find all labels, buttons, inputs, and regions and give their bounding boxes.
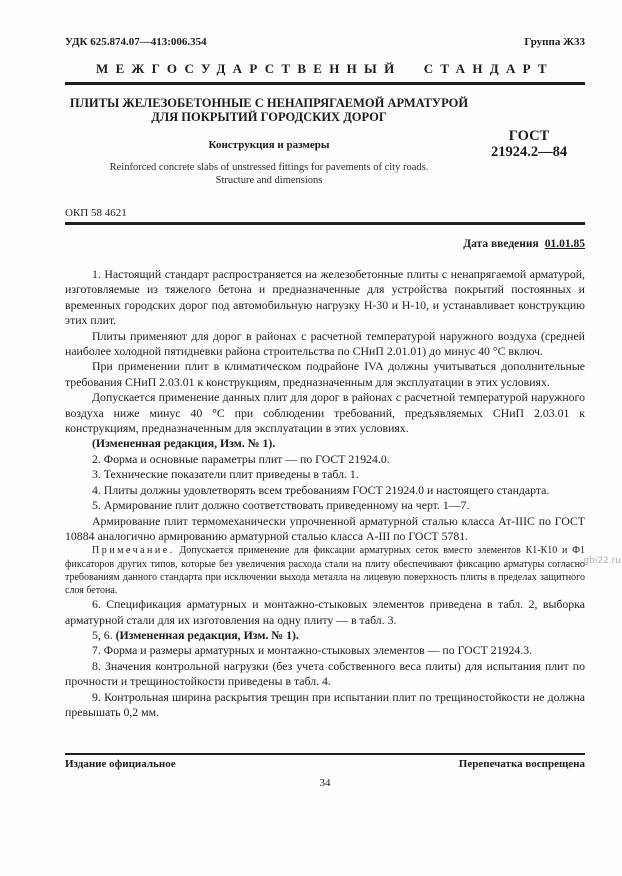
paragraph-6: 3. Технические показатели плит приведены в табл. 1.: [92, 467, 359, 482]
amendment-note-2-prefix: 5, 6.: [92, 627, 116, 642]
footer-rule: [65, 753, 585, 755]
paragraph-7: 4. Плиты должны удовлетворять всем требованиям ГОСТ 21924.0 и настоящего стандарта.: [92, 482, 550, 497]
doc-title-en-line2: Structure and dimensions: [215, 174, 323, 186]
document-body: [65, 267, 585, 720]
footer-reprint-label: Перепечатка воспрещена: [458, 758, 585, 770]
okp-code: ОКП 58 4621: [65, 207, 127, 219]
doc-subtitle: Конструкция и размеры: [208, 139, 330, 151]
footer-edition-label: Издание официальное: [65, 758, 176, 770]
doc-title-line1: ПЛИТЫ ЖЕЛЕЗОБЕТОННЫЕ С НЕНАПРЯГАЕМОЙ АРМАТУРОЙ: [69, 96, 469, 110]
watermark: gbi22.ru: [583, 556, 621, 566]
gost-designation: [473, 96, 585, 187]
okp-rule: [65, 222, 585, 225]
introduction-date: [65, 238, 585, 250]
paragraph-9: Армирование плит термомеханически упрочненной арматурной сталью класса Ат-IIIС по ГОСТ 10884 аналогично армированию арматурной сталью класса А-III по ГОСТ 5781.: [65, 513, 585, 543]
footnote-text: Допускается применение для фиксации арматурных сеток вместо элементов К1-К10 и Ф1 фиксаторов других типов, которые без увеличения расхода стали на плиту обеспечивают фиксацию арматуры согласно требованиям данного стандарта при исключении выхода металла на лицевую поверхность плиты в пределах защитного слоя бетона.: [65, 545, 585, 596]
amendment-note-2: [65, 628, 585, 643]
header-rule: [65, 82, 585, 85]
footnote-label: Примечание.: [92, 545, 175, 557]
doc-title-en-line1: Reinforced concrete slabs of unstressed fittings for pavements of city roads.: [109, 162, 429, 173]
paragraph-3: При применении плит в климатическом подрайоне IVA должны учитываться дополнительные требования СНиП 2.03.01 к конструкциям, предназначенным для эксплуатации в этих условиях.: [65, 359, 585, 389]
doc-title: [65, 96, 473, 124]
paragraph-4: Допускается применение данных плит для дорог в районах с расчетной температурой наружного воздуха ниже минус 40 °С при соблюдении требований, предъявляемых СНиП 2.03.01 к конструкциям, предназначенным для эксплуатации в этих условиях.: [65, 390, 585, 436]
page-number: 34: [319, 777, 331, 789]
classification-row: [65, 36, 585, 48]
paragraph-5: 2. Форма и основные параметры плит — по ГОСТ 21924.0.: [92, 451, 390, 466]
paragraph-10: 6. Спецификация арматурных и монтажно-стыковых элементов приведена в табл. 2, выборка арматурной стали для их изготовления на одну плиту — в табл. 3.: [65, 597, 585, 627]
paragraph-11: 7. Форма и размеры арматурных и монтажно-стыковых элементов — по ГОСТ 21924.3.: [92, 643, 533, 658]
amendment-note-2-text: (Измененная редакция, Изм. № 1).: [115, 627, 299, 642]
paragraph-1: 1. Настоящий стандарт распространяется на железобетонные плиты с ненапрягаемой арматурой, изготовляемые из тяжелого бетона и предназначенные для устройства покрытий постоянных и временных городских дорог под автомобильную нагрузку Н-30 и Н-10, и устанавливает конструкцию этих плит.: [65, 267, 585, 328]
title-column: [65, 96, 473, 187]
gost-label: ГОСТ: [508, 128, 550, 144]
doc-title-en: [65, 162, 473, 187]
amendment-note-1: (Измененная редакция, Изм. № 1).: [92, 436, 276, 451]
introduction-date-label: Дата введения: [463, 238, 539, 250]
udk-number: УДК 625.874.07—413:006.354: [65, 36, 207, 48]
standard-kind: МЕЖГОСУДАРСТВЕННЫЙ СТАНДАРТ: [96, 61, 554, 76]
paragraph-12: 8. Значения контрольной нагрузки (без учета собственного веса плиты) для испытания плит по прочности и трещиностойкости приведены в табл. 4.: [65, 658, 585, 689]
paragraph-2: Плиты применяют для дорог в районах с расчетной температурой наружного воздуха (средней наиболее холодной пятидневки района строительства по СНиП 2.01.01) до минус 40 °С включ.: [65, 328, 585, 359]
introduction-date-value: 01.01.85: [544, 238, 585, 250]
paragraph-8: 5. Армирование плит должно соответствовать приведенному на черт. 1—7.: [92, 498, 470, 513]
doc-title-line2: ДЛЯ ПОКРЫТИЙ ГОРОДСКИХ ДОРОГ: [151, 110, 387, 124]
gost-number: 21924.2—84: [490, 144, 568, 160]
paragraph-13: 9. Контрольная ширина раскрытия трещин при испытании плит по трещиностойкости не должна превышать 0,2 мм.: [65, 689, 585, 719]
group-label: Группа Ж33: [524, 36, 585, 48]
title-block: [65, 96, 585, 187]
footer: [65, 758, 585, 770]
footnote: [65, 544, 585, 597]
